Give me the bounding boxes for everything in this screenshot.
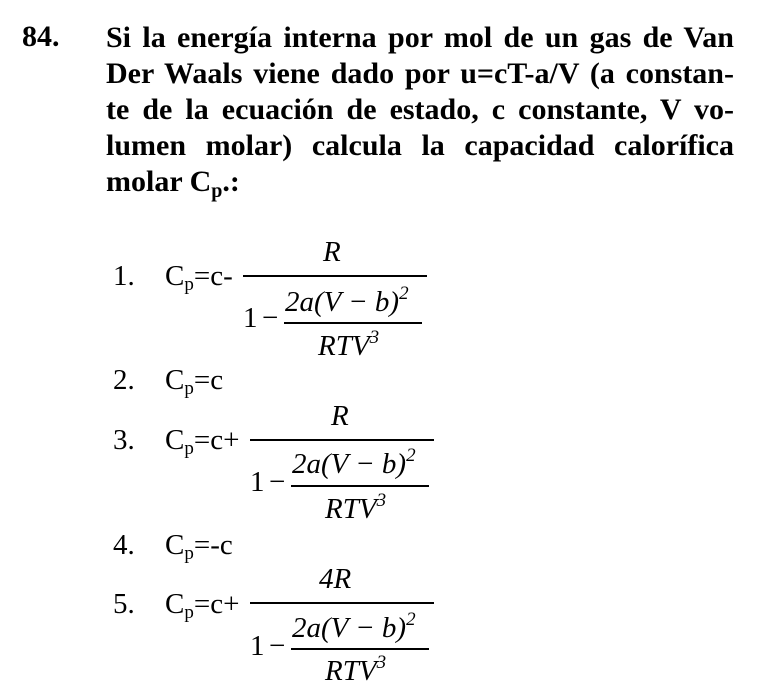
fraction-bar: [243, 275, 427, 277]
option-operator: =c+: [193, 424, 240, 456]
fraction-one: 1: [250, 466, 265, 498]
fraction-one: 1: [250, 630, 265, 662]
option-label: [113, 588, 239, 624]
option-lhs: $C_p$: [165, 588, 194, 623]
option-number: 4.: [113, 529, 135, 561]
option-label: [113, 364, 223, 400]
option-operator: =-c: [193, 529, 233, 561]
inner-fraction-bar: [291, 485, 429, 487]
question-line: lumen molar) calcula la capacidad calorífica: [106, 129, 734, 162]
option-operator: =c: [193, 364, 224, 396]
question-number: 84.: [22, 20, 60, 53]
option-operator: =c-: [193, 260, 233, 292]
fraction-one: 1: [243, 302, 258, 334]
option-number: 1.: [113, 260, 135, 292]
question-line: Der Waals viene dado por u=cT-a/V (a constan-: [106, 57, 734, 90]
option-number: 5.: [113, 588, 135, 620]
fraction-minus: −: [262, 302, 279, 334]
option-lhs: $C_p$: [165, 529, 194, 564]
inner-denominator: RTV$^3$: [318, 327, 380, 362]
inner-fraction-bar: [284, 322, 422, 324]
option-lhs: $C_p$: [165, 424, 194, 459]
fraction-numerator: R: [331, 400, 349, 432]
fraction-minus: −: [269, 630, 286, 662]
option-lhs: $C_p$: [165, 364, 194, 399]
fraction-minus: −: [269, 466, 286, 498]
fraction-numerator: R: [323, 236, 341, 268]
option-operator: =c+: [193, 588, 240, 620]
inner-denominator: RTV$^3$: [325, 652, 387, 687]
option-label: [113, 260, 233, 296]
question-line: Si la energía interna por mol de un gas de Van: [106, 21, 734, 54]
option-number: 3.: [113, 424, 135, 456]
option-label: [113, 529, 233, 565]
fraction-bar: [250, 439, 434, 441]
inner-numerator: $2a(V - b)^2$: [292, 445, 416, 480]
option-number: 2.: [113, 364, 135, 396]
option-label: [113, 424, 239, 460]
option-lhs: $C_p$: [165, 260, 194, 295]
fraction-bar: [250, 602, 434, 604]
inner-denominator: RTV$^3$: [325, 490, 387, 525]
question-line: molar $C_p$.:: [106, 165, 240, 202]
inner-numerator: $2a(V - b)^2$: [285, 283, 409, 318]
inner-fraction-bar: [291, 648, 429, 650]
question-line: te de la ecuación de estado, c constante, V vo-: [106, 93, 734, 126]
inner-numerator: $2a(V - b)^2$: [292, 609, 416, 644]
fraction-numerator: 4R: [319, 563, 352, 595]
